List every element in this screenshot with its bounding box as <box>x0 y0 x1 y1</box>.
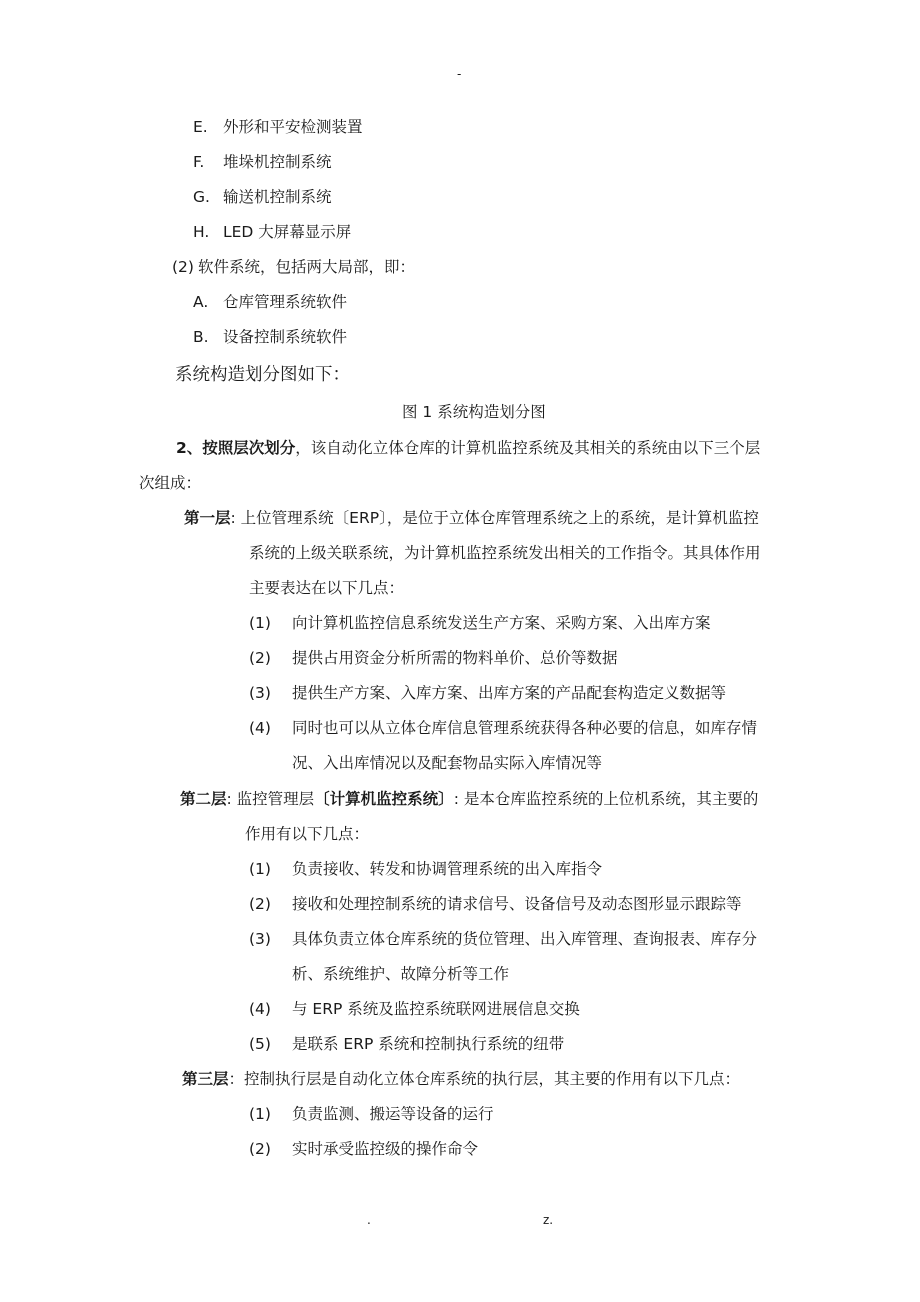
list-item-label: B. <box>193 328 209 346</box>
layer1-text: : 上位管理系统〔ERP〕，是位于立体仓库管理系统之上的系统，是计算机监控 <box>230 509 759 527</box>
layer1-item-continuation: 况、入出库情况以及配套物品实际入库情况等 <box>292 754 603 772</box>
header-mark: - <box>457 67 462 81</box>
layer2-item-label: (5) <box>249 1035 271 1053</box>
layer3-text: ：控制执行层是自动化立体仓库系统的执行层，其主要的作用有以下几点： <box>228 1070 741 1088</box>
layer1-item-label: (1) <box>249 614 271 632</box>
list-item-label: E. <box>193 118 208 136</box>
layer1-line3: 主要表达在以下几点： <box>249 579 405 597</box>
layer1-item-label: (2) <box>249 649 271 667</box>
list-item-label: A. <box>193 293 209 311</box>
layer1-item-text: 向计算机监控信息系统发送生产方案、采购方案、入出库方案 <box>292 614 711 632</box>
structure-heading: 系统构造划分图如下： <box>175 365 350 385</box>
layer2-item-label: (1) <box>249 860 271 878</box>
layer-intro-line1 <box>176 438 760 458</box>
layer2-item-text: 负责接收、转发和协调管理系统的出入库指令 <box>292 860 603 878</box>
list-item-label: G. <box>193 188 210 206</box>
list-item-label: H. <box>193 223 210 241</box>
layer1-line1 <box>184 508 759 528</box>
layer1-item-label: (3) <box>249 684 271 702</box>
list-item-label: F. <box>193 153 205 171</box>
layer2-pre: : 监控管理层 <box>226 790 315 808</box>
list-item-text: LED 大屏幕显示屏 <box>223 223 352 241</box>
footer-right-mark: z. <box>543 1213 554 1227</box>
layer2-item-text: 是联系 ERP 系统和控制执行系统的纽带 <box>292 1035 565 1053</box>
layer2-bold: 〔计算机监控系统〕 <box>314 790 454 808</box>
layer-intro-line2: 次组成： <box>139 474 202 492</box>
list-item-text: 输送机控制系统 <box>223 188 332 206</box>
layer2-item-text: 具体负责立体仓库系统的货位管理、出入库管理、查询报表、库存分 <box>292 930 758 948</box>
layer2-item-continuation: 析、系统维护、故障分析等工作 <box>292 965 510 983</box>
layer1-title: 第一层 <box>184 509 231 527</box>
layer3-item-label: (1) <box>249 1105 271 1123</box>
layer3-item-text: 实时承受监控级的操作命令 <box>292 1140 479 1158</box>
layer2-item-label: (3) <box>249 930 271 948</box>
list-item-text: 设备控制系统软件 <box>223 328 348 346</box>
software-text: 软件系统，包括两大局部，即： <box>198 258 416 276</box>
layer3-item-label: (2) <box>249 1140 271 1158</box>
layer2-item-text: 接收和处理控制系统的请求信号、设备信号及动态图形显示跟踪等 <box>292 895 742 913</box>
layer1-item-text: 提供生产方案、入库方案、出库方案的产品配套构造定义数据等 <box>292 684 727 702</box>
list-item-text: 仓库管理系统软件 <box>223 293 348 311</box>
list-item-text: 堆垛机控制系统 <box>223 153 332 171</box>
layer3-line1 <box>182 1069 740 1089</box>
layer1-item-text: 同时也可以从立体仓库信息管理系统获得各种必要的信息，如库存情 <box>292 719 758 737</box>
layer2-line2: 作用有以下几点： <box>245 825 370 843</box>
layer1-line2: 系统的上级关联系统，为计算机监控系统发出相关的工作指令。其具体作用 <box>249 544 761 562</box>
layer2-title: 第二层 <box>180 790 227 808</box>
layer-intro-bold: 2、按照层次划分 <box>176 439 296 457</box>
layer-intro-text: ，该自动化立体仓库的计算机监控系统及其相关的系统由以下三个层 <box>295 439 761 457</box>
layer3-item-text: 负责监测、搬运等设备的运行 <box>292 1105 494 1123</box>
layer2-item-label: (2) <box>249 895 271 913</box>
layer3-title: 第三层 <box>182 1070 229 1088</box>
layer1-item-text: 提供占用资金分析所需的物料单价、总价等数据 <box>292 649 618 667</box>
layer2-item-label: (4) <box>249 1000 271 1018</box>
footer-left-mark: . <box>367 1213 371 1227</box>
layer2-line1 <box>180 789 758 809</box>
figure-caption: 图 1 系统构造划分图 <box>402 403 546 421</box>
layer2-item-text: 与 ERP 系统及监控系统联网进展信息交换 <box>292 1000 580 1018</box>
list-item-text: 外形和平安检测装置 <box>223 118 363 136</box>
layer2-post: : 是本仓库监控系统的上位机系统，其主要的 <box>453 790 759 808</box>
software-label: (2) <box>172 258 194 276</box>
layer1-item-label: (4) <box>249 719 271 737</box>
